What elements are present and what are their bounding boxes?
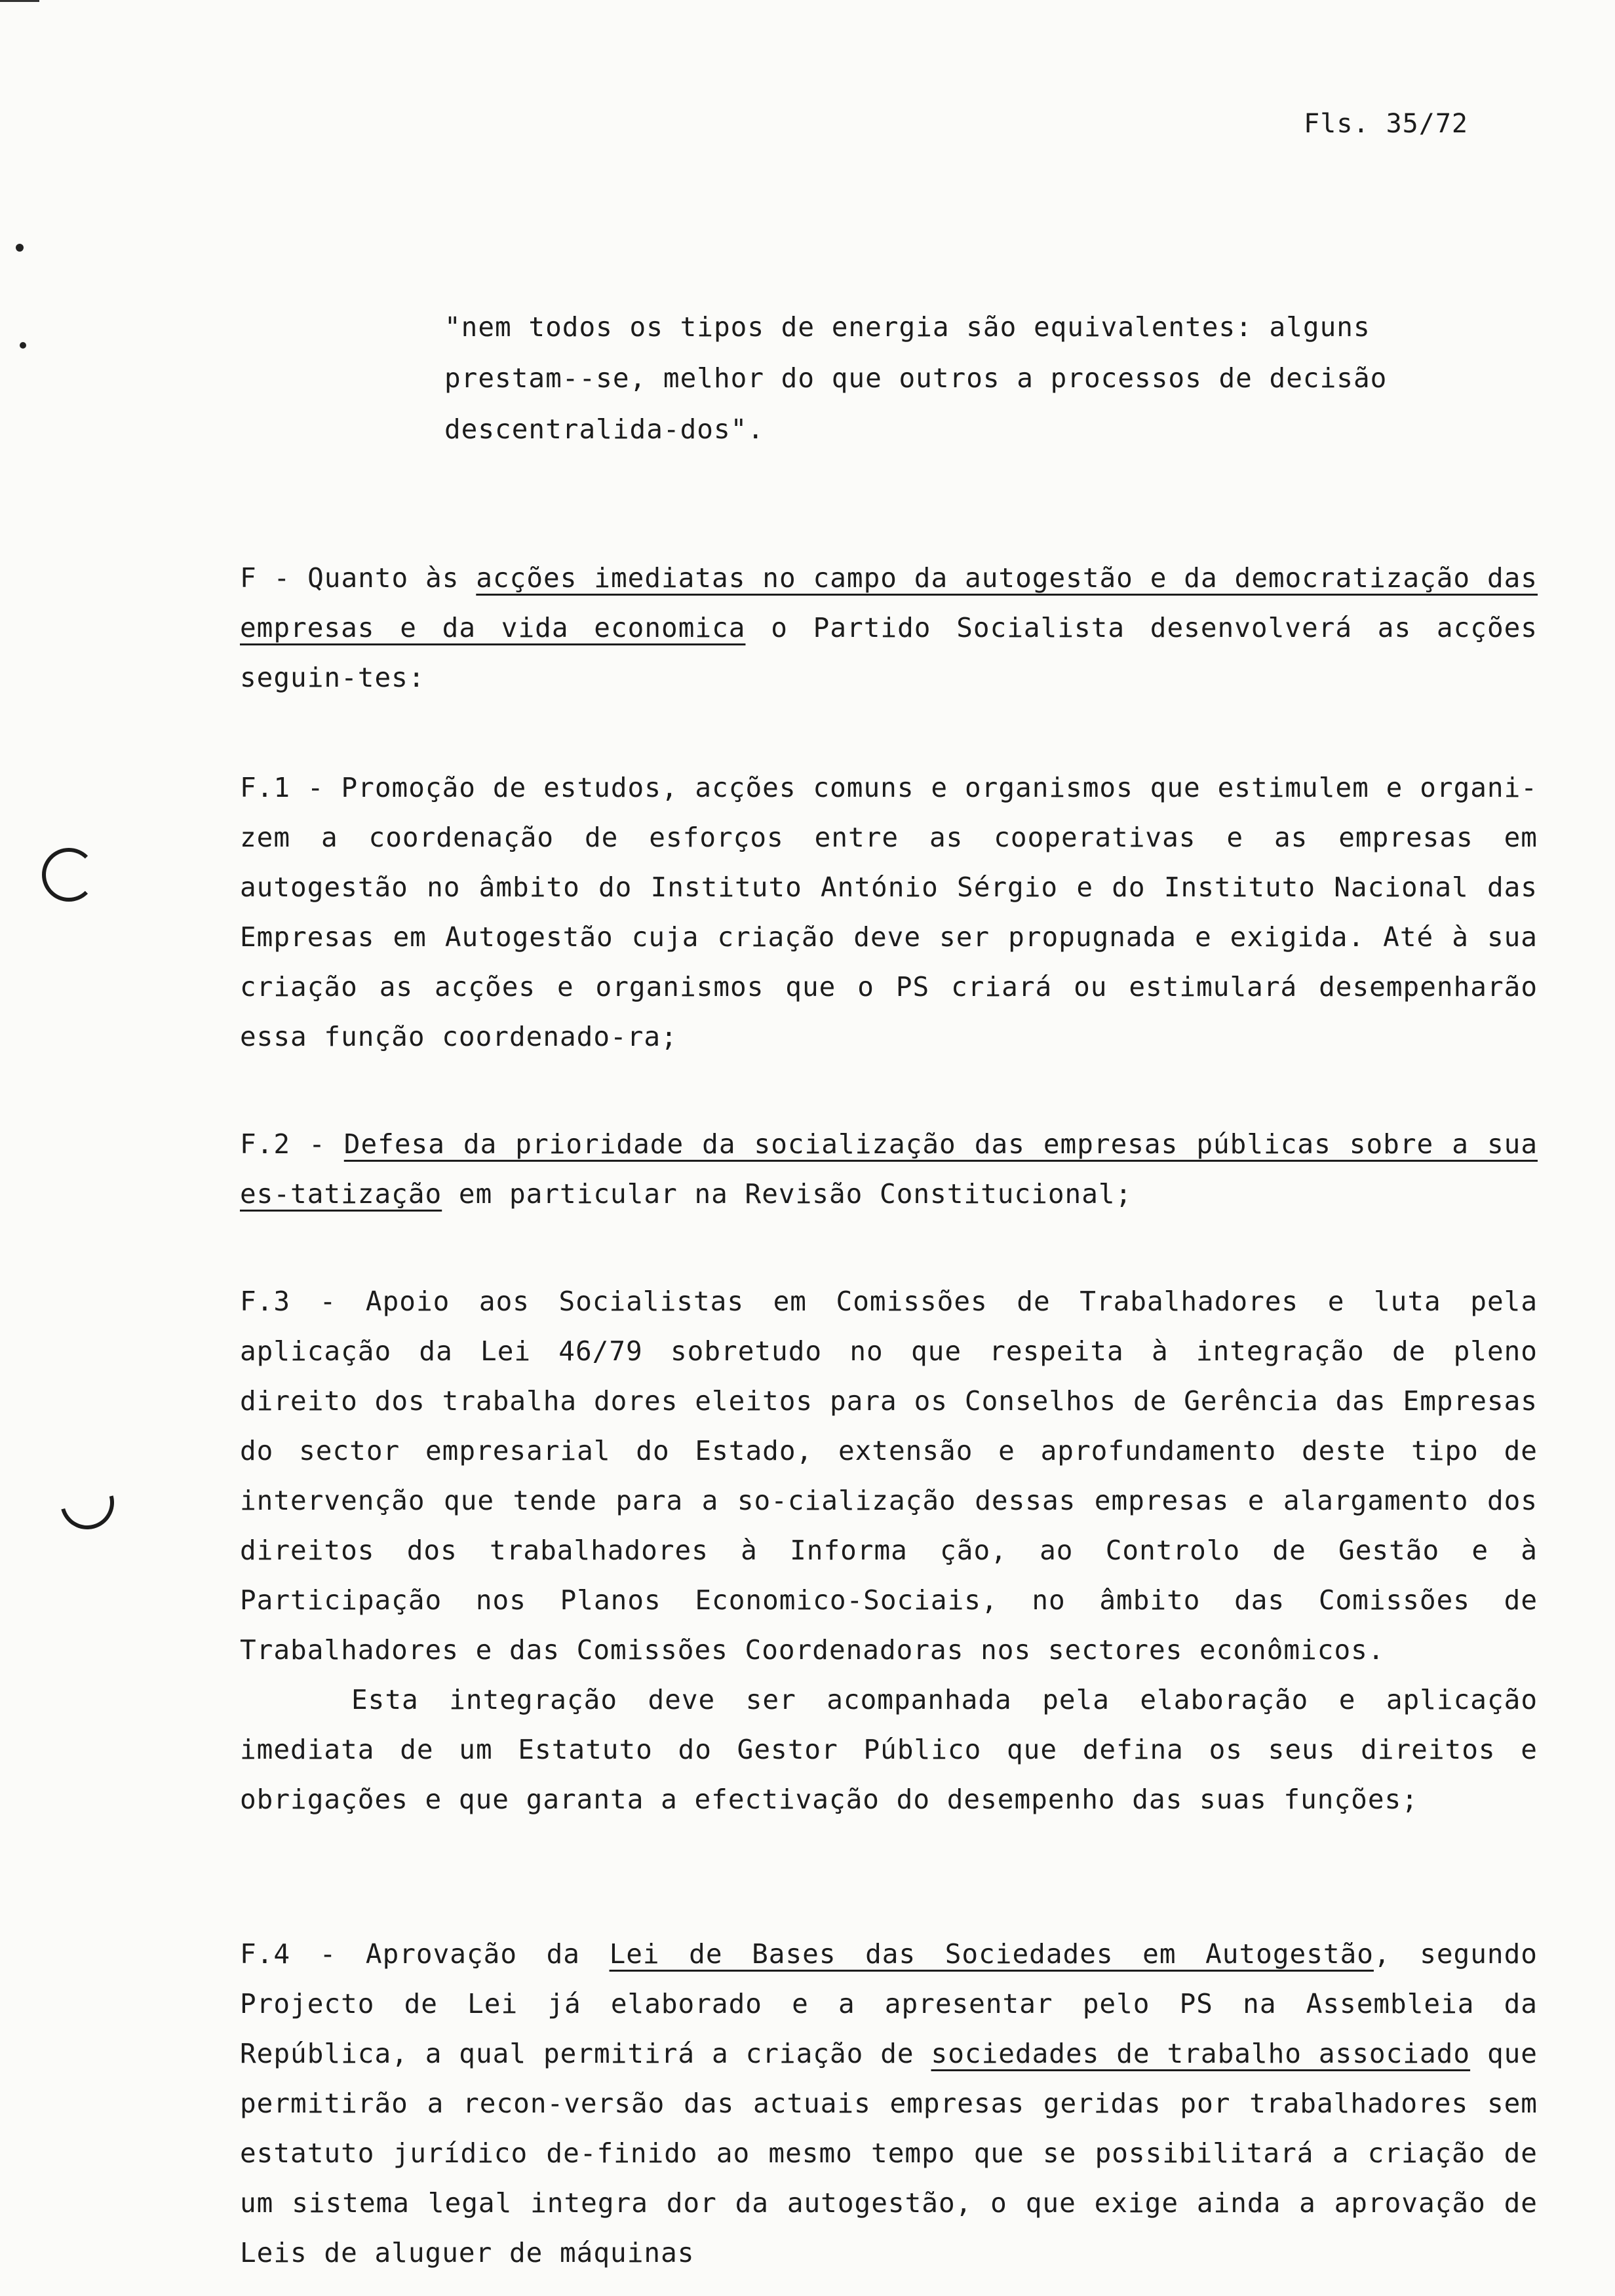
section-f4-associated-work: sociedades de trabalho associado	[931, 2038, 1471, 2069]
section-f1: F.1 - Promoção de estudos, acções comuns e organismos que estimulem e organi-zem a coordenação de esforços entre as cooperativas e as empresas em autogestão no âmbito do Instituto António Sérgio e do Instituto Nacional das Empresas em Autogestão cuja criação deve ser propugnada e exigida. Até à sua criação as acções e organismos que o PS criará ou estimulará desempenharão essa função coordenado-ra;	[240, 772, 1538, 1052]
document-body	[240, 301, 1538, 2278]
section-f4-part2: , segundo Projecto de Lei já elaborado e a apresentar pelo PS na Assembleia da República, a qual permitirá a criação de	[240, 1938, 1538, 2069]
scan-dot-mark	[16, 244, 24, 252]
section-f2	[240, 1119, 1538, 1219]
section-f4-law-title: Lei de Bases das Sociedades em Autogestão	[609, 1938, 1374, 1970]
punch-hole-mark	[50, 1466, 124, 1539]
section-f-prefix: F - Quanto às	[240, 562, 477, 594]
section-f-suffix: o Partido Socialista desenvolverá as acções seguin-tes:	[240, 612, 1538, 693]
section-f-underlined: acções imediatas no campo da autogestão e da democratização das empresas e da vida economica	[240, 562, 1538, 643]
section-f2-prefix: F.2 -	[240, 1128, 344, 1160]
section-f2-underlined: Defesa da prioridade da socialização das empresas públicas sobre a sua es-tatização	[240, 1128, 1538, 1210]
section-f4-part1: F.4 - Aprovação da	[240, 1938, 610, 1970]
scan-edge-mark	[0, 0, 39, 2]
section-f	[240, 553, 1538, 702]
punch-hole-mark	[42, 848, 96, 902]
section-f4	[240, 1929, 1538, 2278]
section-f3	[240, 1276, 1538, 1824]
page-number: Fls. 35/72	[1304, 109, 1468, 139]
section-f4-part3: que permitirão a recon-versão das actuais empresas geridas por trabalhadores sem estatuto jurídico de-finido ao mesmo tempo que se possibilitará a criação de um sistema legal integra dor da autogestão, o que exige ainda a aprovação de Leis de aluguer de máquinas	[240, 2038, 1538, 2268]
quotation: "nem todos os tipos de energia são equivalentes: alguns prestam--se, melhor do que outros a processos de decisão descentralida-dos".	[444, 311, 1388, 445]
section-f2-suffix: em particular na Revisão Constitucional;	[442, 1178, 1133, 1210]
section-f3-text: F.3 - Apoio aos Socialistas em Comissões de Trabalhadores e luta pela aplicação da Lei 46/79 sobretudo no que respeita à integração de pleno direito dos trabalha dores eleitos para os Conselhos de Gerência das Empresas do sector empresarial do Estado, extensão e aprofundamento deste tipo de intervenção que tende para a so-cialização dessas empresas e alargamento dos direitos dos trabalhadores à Informa ção, ao Controlo de Gestão e à Participação nos Planos Economico-Sociais, no âmbito das Comissões de Trabalhadores e das Comissões Coordenadoras nos sectores econômicos.	[240, 1286, 1538, 1666]
section-f3-continuation: Esta integração deve ser acompanhada pela elaboração e aplicação imediata de um Estatuto do Gestor Público que defina os seus direitos e obrigações e que garanta a efectivação do desempenho das suas funções;	[240, 1684, 1538, 1815]
scan-dot-mark	[20, 342, 26, 349]
